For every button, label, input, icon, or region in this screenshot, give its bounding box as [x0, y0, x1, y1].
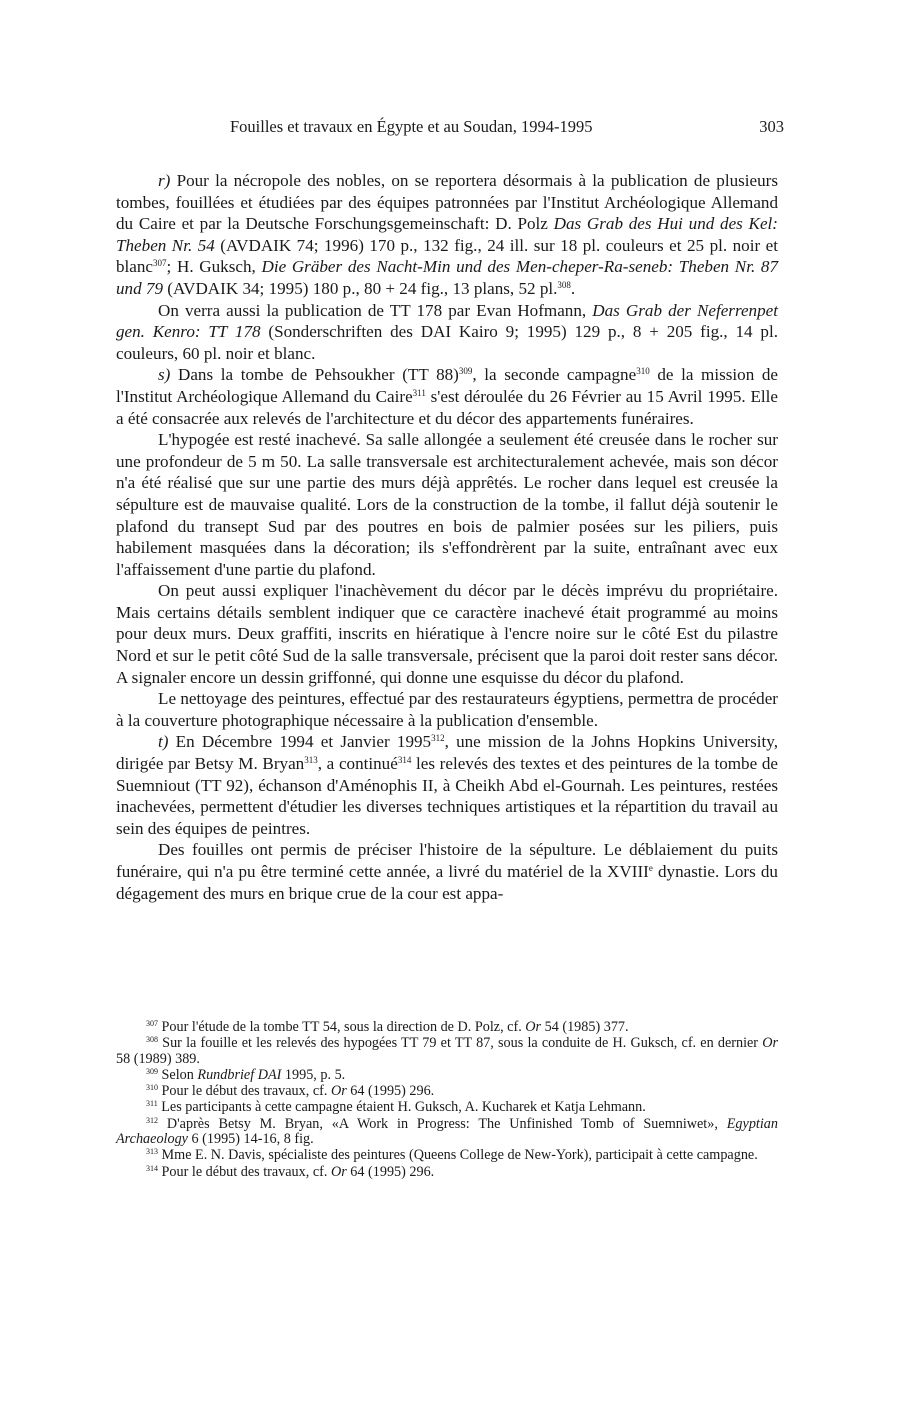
text-run: 58 (1989) 389.	[116, 1050, 200, 1067]
paragraph	[116, 731, 778, 839]
italic-text: Egyptian Archaeology	[116, 1115, 778, 1148]
paragraph	[116, 580, 778, 688]
italic-text: Or	[762, 1035, 778, 1052]
footnote-ref: 313	[146, 1147, 158, 1157]
text-run: s'est déroulée du 26 Février au 15 Avril 1995. Elle a été consacrée aux relevés de l'architecture et du décor des appartements funéraires.	[116, 386, 778, 428]
text-run: On peut aussi expliquer l'inachèvement du décor par le décès imprévu du propriétaire. Mais certains détails semblent indiquer que ce caractère inachevé était programmé au moins pour deux murs. Deux graffiti, inscrits en hiératique à l'encre noire sur le côté Est du pilastre Nord et sur le petit côté Sud de la salle transversale, précisent que la paroi doit rester sans décor. A signaler encore un dessin griffonné, qui donne une esquisse du décor du plafond.	[116, 581, 778, 687]
paragraph	[116, 300, 778, 365]
footnote-ref: 307	[146, 1019, 158, 1028]
text-run: 1995, p. 5.	[281, 1066, 346, 1083]
footnote-ref: 311	[146, 1099, 158, 1109]
footnotes	[116, 1020, 778, 1181]
text-run: 64 (1995) 296.	[346, 1163, 435, 1180]
paragraph	[116, 839, 778, 904]
text-run: .	[570, 278, 576, 298]
text-run: Pour le début des travaux, cf.	[158, 1163, 331, 1180]
text-run: (AVDAIK 34; 1995) 180 p., 80 + 24 fig., 13 plans, 52 pl.	[163, 278, 558, 298]
text-run: (Sonderschriften des DAI Kairo 9; 1995) 129 p., 8 + 205 fig., 14 pl. couleurs, 60 pl. noir et blanc.	[116, 322, 778, 363]
footnote	[116, 1100, 778, 1116]
running-title: Fouilles et travaux en Égypte et au Soudan, 1994-1995	[230, 117, 593, 136]
footnote-ref: 314	[146, 1163, 158, 1173]
footnote	[116, 1084, 778, 1100]
text-run: D'après Betsy M. Bryan, «A Work in Progress: The Unfinished Tomb of Suemniwet»,	[158, 1115, 727, 1132]
footnote	[116, 1068, 778, 1084]
paragraph	[116, 170, 778, 300]
text-run: 6 (1995) 14-16, 8 fig.	[187, 1131, 314, 1148]
text-run: , une mission de la Johns Hopkins University, dirigée par Betsy M. Bryan	[116, 732, 778, 774]
italic-text: r)	[158, 171, 171, 190]
text-run: ; H. Guksch,	[166, 257, 262, 277]
footnote-ref: 309	[146, 1066, 158, 1076]
text-run: (AVDAIK 74; 1996) 170 p., 132 fig., 24 ill. sur 18 pl. couleurs et 25 pl. noir et blanc	[116, 235, 778, 277]
text-run: de la mission de l'Institut Archéologique Allemand du Caire	[116, 365, 778, 406]
footnote	[116, 1020, 778, 1036]
paragraph	[116, 429, 778, 580]
footnote-ref: 308	[557, 279, 571, 290]
italic-text: Das Grab des Hui und des Kel: Theben Nr. 54	[116, 214, 778, 255]
italic-text: Or	[330, 1163, 347, 1180]
text-run: Sur la fouille et les relevés des hypogées TT 79 et TT 87, sous la conduite de H. Guksch, cf. en dernier	[158, 1035, 763, 1052]
footnote	[116, 1165, 778, 1181]
text-run: Pour l'étude de la tombe TT 54, sous la direction de D. Polz, cf.	[158, 1019, 526, 1035]
paragraph	[116, 688, 778, 731]
footnote-ref: 313	[304, 755, 318, 766]
text-run: dynastie. Lors du dégagement des murs en brique crue de la cour est appa-	[116, 862, 778, 903]
footnote-ref: e	[648, 863, 653, 873]
text-run: , la seconde campagne	[472, 365, 637, 385]
italic-text: s)	[158, 365, 171, 385]
footnote	[116, 1117, 778, 1148]
footnote-ref: 309	[458, 366, 473, 377]
main-text	[116, 170, 778, 904]
text-run: On verra aussi la publication de TT 178 par Evan Hofmann,	[158, 300, 593, 320]
text-run: les relevés des textes et des peintures de la tombe de Suemniout (TT 92), échanson d'Aménophis II, à Cheikh Abd el-Gournah. Les peintures, restées inachevées, permettent d'étudier les diverses techniques artistiques et la répartition du travail au sein des équipes de peintres.	[116, 754, 778, 838]
text-run: Pour la nécropole des nobles, on se reportera désormais à la publication de plusieurs tombes, fouillées et étudiées par des équipes patronnées par l'Institut Archéologique Allemand du Caire et par la Deutsche Forschungsgemeinschaft: D. Polz	[116, 171, 778, 234]
text-run: Des fouilles ont permis de préciser l'histoire de la sépulture. Le déblaiement du puits funéraire, qui n'a pu être terminé cette année, a livré du matériel de la XVIII	[116, 840, 778, 881]
italic-text: Die Gräber des Nacht-Min und des Men-cheper-Ra-seneb: Theben Nr. 87 und 79	[116, 257, 779, 298]
page-number: 303	[759, 117, 784, 136]
footnote-ref: 310	[636, 366, 650, 377]
paragraph	[116, 364, 778, 429]
footnote-ref: 311	[412, 387, 426, 398]
italic-text: Das Grab der Neferrenpet gen. Kenro: TT 178	[116, 300, 778, 342]
text-run: 54 (1985) 377.	[541, 1019, 629, 1035]
footnote-ref: 314	[397, 755, 412, 766]
text-run: Mme E. N. Davis, spécialiste des peintures (Queens College de New-York), participait à cette campagne.	[158, 1147, 758, 1164]
footnote	[116, 1148, 778, 1164]
text-run: Selon	[158, 1066, 198, 1083]
text-run: L'hypogée est resté inachevé. Sa salle allongée a seulement été creusée dans le rocher sur une profondeur de 5 m 50. La salle transversale est architecturalement achevée, mais son décor n'a été réalisé que sur une partie des murs déjà apprêtés. Le rocher dans lequel est creusée la sépulture est de mauvaise qualité. Lors de la construction de la tombe, il fallut déjà soutenir le plafond du transept Sud par des poutres en bois de palmier posées sur les piliers, puis habilement masquées dans la décoration; ils s'effondrèrent par la suite, entraînant avec eux l'affaissement d'une partie du plafond.	[116, 430, 778, 579]
italic-text: t)	[158, 732, 169, 752]
text-run: En Décembre 1994 et Janvier 1995	[168, 732, 432, 752]
italic-text: Or	[330, 1083, 347, 1100]
footnote-ref: 312	[431, 733, 445, 744]
text-run: 64 (1995) 296.	[346, 1083, 435, 1100]
footnote	[116, 1036, 778, 1067]
italic-text: Rundbrief DAI	[197, 1066, 282, 1083]
footnote-ref: 308	[146, 1035, 158, 1045]
text-run: Le nettoyage des peintures, effectué par des restaurateurs égyptiens, permettra de procéder à la couverture photographique nécessaire à la publication d'ensemble.	[116, 689, 778, 730]
text-run: Pour le début des travaux, cf.	[158, 1083, 331, 1100]
footnote-ref: 307	[153, 258, 167, 269]
text-run: Dans la tombe de Pehsoukher (TT 88)	[170, 365, 459, 385]
text-run: Les participants à cette campagne étaient H. Guksch, A. Kucharek et Katja Lehmann.	[157, 1099, 646, 1116]
text-run: , a continué	[317, 754, 398, 774]
footnote-ref: 312	[146, 1115, 158, 1125]
italic-text: Or	[525, 1019, 542, 1035]
footnote-ref: 310	[146, 1083, 158, 1093]
